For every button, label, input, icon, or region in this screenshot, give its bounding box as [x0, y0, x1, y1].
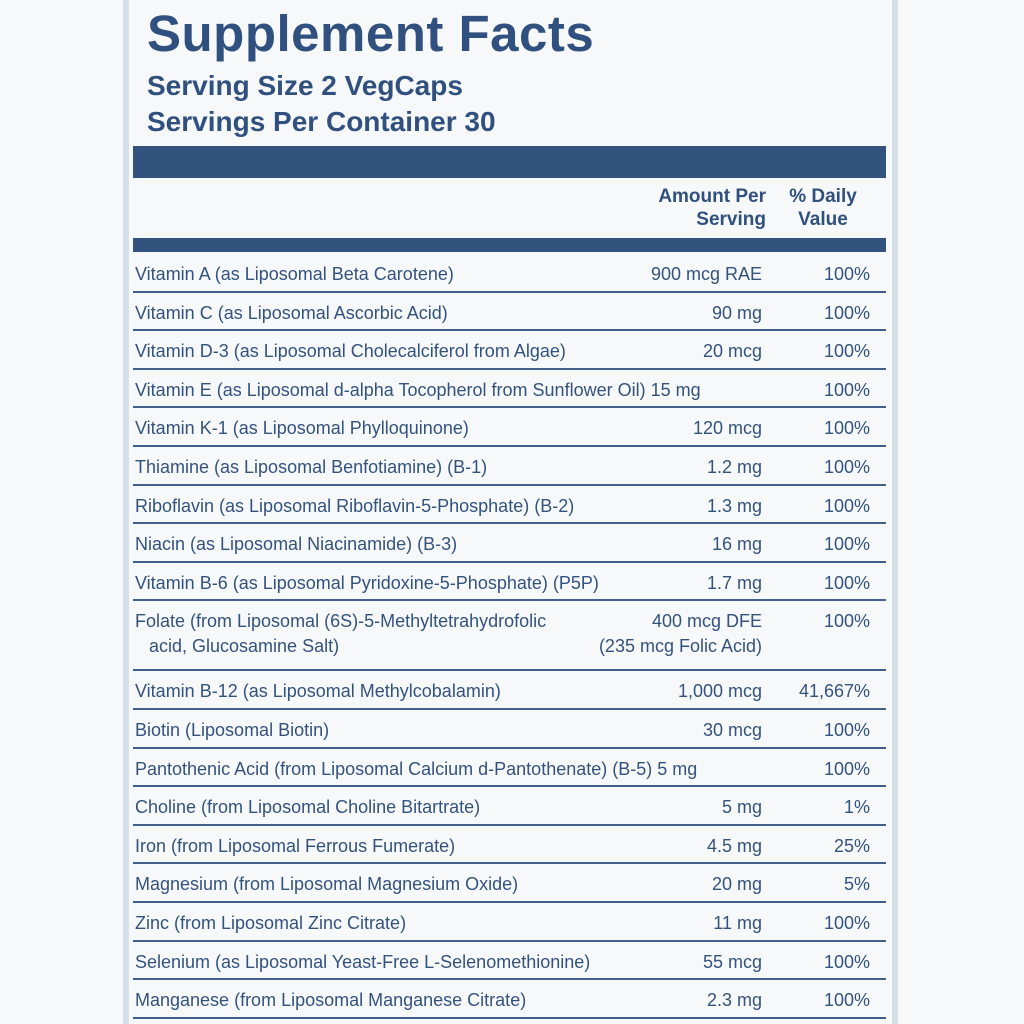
nutrient-name: Vitamin B-12 (as Liposomal Methylcobalamin): [135, 681, 501, 702]
nutrient-daily-value: 100%: [823, 302, 870, 323]
nutrient-name: Choline (from Liposomal Choline Bitartrate): [135, 797, 481, 818]
table-row: [133, 563, 886, 602]
table-row: [133, 331, 886, 370]
nutrient-name: Niacin (as Liposomal Niacinamide) (B-3): [135, 534, 458, 555]
nutrient-amount-line2: (235 mcg Folic Acid): [598, 636, 762, 657]
table-row: [133, 903, 886, 942]
table-row: [133, 864, 886, 903]
nutrient-name: Zinc (from Liposomal Zinc Citrate): [135, 912, 407, 933]
table-row: [133, 787, 886, 826]
nutrient-amount-line1: 400 mcg DFE: [651, 611, 762, 632]
nutrient-name: Vitamin B-6 (as Liposomal Pyridoxine-5-Phosphate) (P5P): [135, 572, 599, 593]
amount-header-line1: Amount Per: [658, 186, 766, 207]
label-left-edge: [123, 0, 129, 1024]
nutrient-amount: 11 mg: [713, 912, 762, 933]
table-row: [133, 601, 886, 671]
nutrient-name: Pantothenic Acid (from Liposomal Calcium d-Pantothenate) (B-5) 5 mg: [135, 758, 698, 779]
table-row: [133, 980, 886, 1019]
amount-header-line2: Serving: [696, 209, 766, 230]
nutrient-name: Vitamin A (as Liposomal Beta Carotene): [135, 264, 454, 284]
table-row: [133, 710, 886, 749]
nutrient-amount: 1.2 mg: [706, 456, 762, 477]
servings-per-container: Servings Per Container 30: [147, 106, 496, 137]
nutrient-daily-value: 41,667%: [798, 681, 870, 702]
nutrient-name: Manganese (from Liposomal Manganese Citrate): [135, 990, 527, 1011]
nutrient-daily-value: 100%: [823, 990, 870, 1011]
nutrient-name: Vitamin K-1 (as Liposomal Phylloquinone): [135, 418, 469, 439]
table-row: [133, 254, 886, 293]
nutrient-name-line2: acid, Glucosamine Salt): [149, 636, 340, 657]
table-row: [133, 293, 886, 332]
nutrient-amount: 1.3 mg: [706, 495, 762, 516]
table-row: [133, 408, 886, 447]
nutrient-daily-value: 100%: [823, 611, 870, 632]
table-row: [133, 524, 886, 563]
medium-divider: [133, 238, 886, 252]
nutrient-daily-value: 100%: [823, 264, 870, 284]
nutrient-amount: 900 mcg RAE: [650, 264, 762, 284]
nutrient-amount: 120 mcg: [692, 418, 762, 439]
nutrient-daily-value: 100%: [823, 341, 870, 362]
dv-header-line1: % Daily: [789, 186, 857, 207]
nutrient-name: Riboflavin (as Liposomal Riboflavin-5-Phosphate) (B-2): [135, 495, 575, 516]
nutrient-table: [133, 254, 886, 1019]
nutrient-name: Vitamin D-3 (as Liposomal Cholecalciferol from Algae): [135, 341, 566, 362]
supplement-facts-panel: [133, 0, 888, 1024]
table-row: [133, 447, 886, 486]
nutrient-daily-value: 100%: [823, 951, 870, 972]
nutrient-name: Thiamine (as Liposomal Benfotiamine) (B-1): [135, 456, 488, 477]
nutrient-amount: 1,000 mcg: [677, 681, 762, 702]
daily-value-header: [768, 185, 878, 231]
nutrient-name: Magnesium (from Liposomal Magnesium Oxide): [135, 874, 519, 895]
amount-per-serving-header: [626, 185, 766, 231]
nutrient-amount: [599, 611, 762, 657]
nutrient-amount: 20 mg: [711, 874, 762, 895]
nutrient-daily-value: 100%: [823, 534, 870, 555]
nutrient-daily-value: 100%: [823, 495, 870, 516]
nutrient-daily-value: 100%: [823, 719, 870, 740]
table-row: [133, 826, 886, 865]
thick-divider: [133, 146, 886, 178]
nutrient-name: Selenium (as Liposomal Yeast-Free L-Selenomethionine): [135, 951, 591, 972]
nutrient-daily-value: 25%: [833, 835, 870, 856]
nutrient-name-line1: Folate (from Liposomal (6S)-5-Methyltetrahydrofolic: [135, 611, 547, 632]
nutrient-name: Iron (from Liposomal Ferrous Fumerate): [135, 835, 456, 856]
nutrient-daily-value: 100%: [823, 758, 870, 779]
nutrient-daily-value: 100%: [823, 379, 870, 400]
nutrient-daily-value: 100%: [823, 456, 870, 477]
table-row: [133, 749, 886, 788]
panel-title: Supplement Facts: [147, 5, 595, 62]
nutrient-amount: 55 mcg: [702, 951, 762, 972]
nutrient-amount: 90 mg: [711, 302, 762, 323]
table-row: [133, 671, 886, 710]
dv-header-line2: Value: [798, 209, 848, 230]
nutrient-name: Vitamin E (as Liposomal d-alpha Tocopherol from Sunflower Oil) 15 mg: [135, 379, 701, 400]
nutrient-amount: 1.7 mg: [706, 572, 762, 593]
label-right-edge: [892, 0, 898, 1024]
nutrient-name: [135, 611, 546, 657]
nutrient-amount: 5 mg: [721, 797, 762, 818]
nutrient-name: Vitamin C (as Liposomal Ascorbic Acid): [135, 302, 448, 323]
nutrient-name: Biotin (Liposomal Biotin): [135, 719, 330, 740]
serving-size: Serving Size 2 VegCaps: [147, 70, 463, 101]
nutrient-daily-value: 100%: [823, 912, 870, 933]
nutrient-amount: 4.5 mg: [706, 835, 762, 856]
nutrient-daily-value: 5%: [843, 874, 870, 895]
nutrient-amount: 30 mcg: [702, 719, 762, 740]
table-row: [133, 942, 886, 981]
nutrient-amount: 20 mcg: [702, 341, 762, 362]
nutrient-daily-value: 100%: [823, 418, 870, 439]
table-row: [133, 486, 886, 525]
nutrient-daily-value: 1%: [843, 797, 870, 818]
nutrient-amount: 16 mg: [711, 534, 762, 555]
nutrient-daily-value: 100%: [823, 572, 870, 593]
nutrient-amount: 2.3 mg: [706, 990, 762, 1011]
table-row: [133, 370, 886, 409]
